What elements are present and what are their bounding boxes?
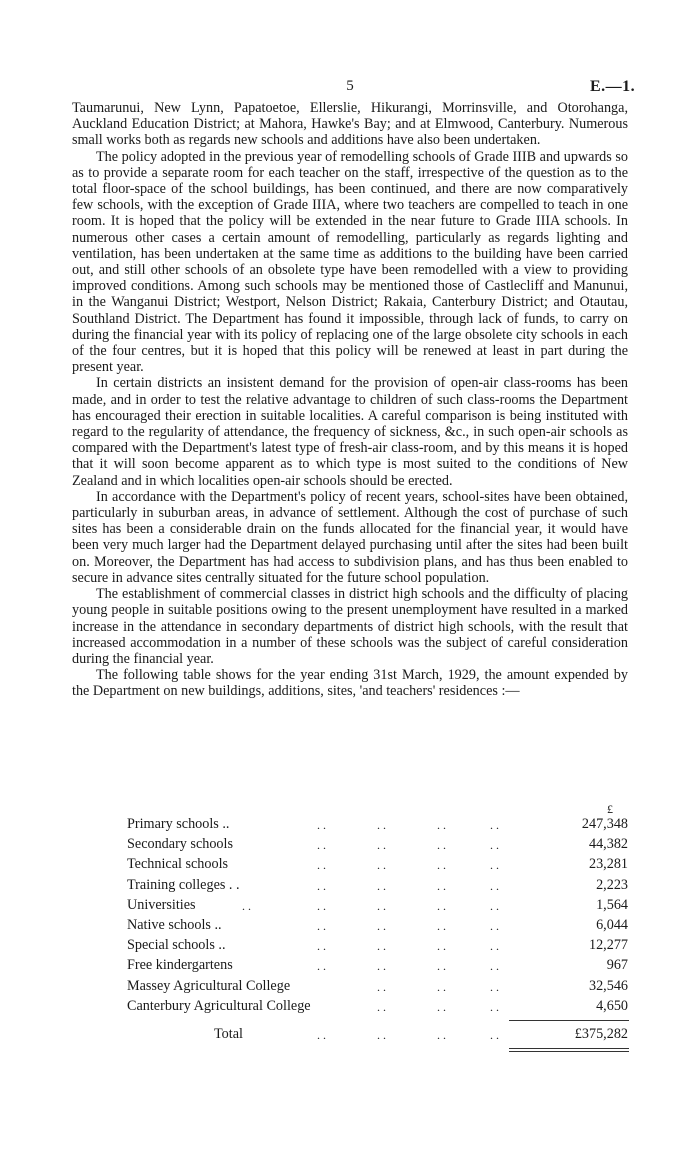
leader-dots: . . — [437, 858, 446, 873]
row-label: Native schools .. — [127, 917, 222, 933]
row-label: Technical schools — [127, 856, 229, 873]
leader-dots: . . — [437, 1028, 446, 1042]
paragraph-continued: Taumarunui, New Lynn, Papatoetoe, Ellerslie, Hikurangi, Morrinsville, and Otorohanga, Auckland Education District; at Mahora, Hawke's Bay; and at Elmwood, Canterbury. Numerous small works both as regards new schools and additions have also been undertaken. — [72, 100, 628, 149]
leader-dots: . . — [437, 818, 446, 832]
leader-dots: . . — [317, 919, 326, 933]
row-label: Primary schools .. — [127, 816, 230, 832]
leader-dots: . . — [317, 838, 326, 853]
row-label: Free kindergartens — [127, 957, 233, 974]
row-amount: 12,277 — [588, 937, 628, 954]
leader-dots: . . — [317, 878, 326, 893]
paragraph-open-air-classrooms: In certain districts an insistent demand for the provision of open-air class-rooms has been made, and in order to test the relative advantage to children of such class-rooms the Department has encouraged their erection in suitable localities. A careful comparison is being instituted with regard to the regularity of attendance, the frequency of sickness, &c., in such open-air schools as compared with the Department's latest type of fresh-air class-room, and by this means it is hoped that it will soon become apparent as to which type is most suited to the conditions of New Zealand and in which localities open-air schools should be erected. — [72, 375, 628, 489]
row-amount: 2,223 — [596, 876, 628, 893]
page-number: 5 — [346, 78, 354, 94]
total-rule-top — [509, 1020, 629, 1021]
row-amount: 6,044 — [596, 917, 628, 933]
document-reference: E.—1. — [590, 78, 636, 95]
leader-dots: . . — [377, 878, 386, 893]
row-amount: 4,650 — [596, 997, 628, 1014]
leader-dots: . . — [490, 979, 499, 994]
row-amount: 1,564 — [596, 896, 628, 913]
leader-dots: . . — [377, 818, 386, 832]
leader-dots: . . — [490, 1028, 499, 1042]
currency-header: £ — [607, 802, 613, 816]
leader-dots: . . — [437, 979, 446, 994]
total-amount: £375,282 — [574, 1026, 628, 1042]
leader-dots: . . — [437, 919, 446, 933]
leader-dots: . . — [377, 979, 386, 994]
leader-dots: . . — [490, 919, 499, 933]
row-amount: 23,281 — [588, 856, 628, 873]
table-row — [72, 856, 628, 876]
leader-dots: . . — [377, 858, 386, 873]
leader-dots: . . — [317, 898, 326, 913]
row-amount: 44,382 — [588, 836, 628, 853]
table-row — [72, 917, 628, 937]
leader-dots: . . — [437, 878, 446, 893]
table-row — [72, 978, 628, 998]
leader-dots: . . — [437, 838, 446, 853]
table-row — [72, 836, 628, 856]
leader-dots: . . — [437, 939, 446, 954]
leader-dots: . . — [490, 858, 499, 873]
table-row — [72, 937, 628, 957]
leader-dots: . . — [242, 898, 251, 913]
leader-dots: . . — [490, 878, 499, 893]
paragraph-table-intro: The following table shows for the year ending 31st March, 1929, the amount expended by the Department on new buildings, additions, sites, 'and teachers' residences :— — [72, 667, 628, 700]
table-row — [72, 877, 628, 897]
row-amount: 32,546 — [588, 977, 628, 994]
table-row — [72, 998, 628, 1018]
leader-dots: . . — [317, 959, 326, 974]
table-row — [72, 897, 628, 917]
leader-dots: . . — [377, 919, 386, 933]
leader-dots: . . — [377, 838, 386, 853]
leader-dots: . . — [490, 999, 499, 1014]
total-rule-bottom — [509, 1048, 629, 1049]
total-rule-bottom-double — [509, 1051, 629, 1052]
paragraph-commercial-classes: The establishment of commercial classes in district high schools and the difficulty of placing young people in suitable positions owing to the present unemployment have resulted in a marked increase in the attendance in secondary departments of district high schools, with the result that increased accommodation in a number of these schools was the subject of careful consideration during the financial year. — [72, 586, 628, 667]
row-label: Canterbury Agricultural College — [127, 997, 311, 1014]
leader-dots: . . — [377, 939, 386, 954]
leader-dots: . . — [377, 898, 386, 913]
body-text — [72, 100, 628, 700]
row-label: Secondary schools — [127, 836, 233, 853]
leader-dots: . . — [490, 818, 499, 832]
paragraph-remodelling-policy: The policy adopted in the previous year of remodelling schools of Grade IIIB and upwards so as to provide a separate room for each teacher on the staff, irrespective of the question as to the total floor-space of the school buildings, has been continued, and there are now comparatively few schools, with the exception of Grade IIIA, where two teachers are compelled to teach in one room. It is hoped that the policy will be extended in the near future to Grade IIIA schools. In numerous other cases a certain amount of remodelling, particularly as regards lighting and ventilation, has been undertaken at the same time as additions to the building have been carried out, and still other schools of an obsolete type have been remodelled with a view to providing improved conditions. Among such schools may be mentioned those of Castlecliff and Manunui, in the Wanganui District; Westport, Nelson District; Rakaia, Canterbury District; and Otautau, Southland District. The Department has found it impossible, through lack of funds, to carry on during the financial year with its policy of replacing one of the large obsolete city schools in each of the four centres, but it is hoped that this policy will be renewed at least in part during the present year. — [72, 148, 628, 376]
leader-dots: . . — [317, 939, 326, 954]
leader-dots: . . — [437, 959, 446, 974]
total-label: Total — [214, 1026, 243, 1042]
leader-dots: . . — [490, 939, 499, 954]
leader-dots: . . — [437, 898, 446, 913]
table-total-row — [72, 1026, 628, 1046]
row-amount: 967 — [606, 957, 628, 974]
paragraph-school-sites: In accordance with the Department's policy of recent years, school-sites have been obtained, particularly in suburban areas, in advance of settlement. Although the cost of purchase of such sites has been a considerable drain on the funds allocated for the financial year, it would have been very much larger had the Department delayed purchasing until after the sites had been built on. Moreover, the Department has had access to subdivision plans, and has thus been enabled to secure in advance sites centrally situated for the future school population. — [72, 488, 628, 586]
row-amount: 247,348 — [581, 816, 628, 832]
leader-dots: . . — [490, 898, 499, 913]
leader-dots: . . — [377, 959, 386, 974]
leader-dots: . . — [317, 1028, 326, 1042]
leader-dots: . . — [317, 858, 326, 873]
leader-dots: . . — [490, 959, 499, 974]
leader-dots: . . — [437, 999, 446, 1014]
row-label: Massey Agricultural College — [127, 977, 291, 994]
leader-dots: . . — [377, 1028, 386, 1042]
table-row — [72, 957, 628, 977]
row-label: Universities — [127, 896, 196, 913]
table-row — [72, 816, 628, 836]
row-label: Training colleges . . — [127, 876, 240, 893]
leader-dots: . . — [317, 818, 326, 832]
leader-dots: . . — [377, 999, 386, 1014]
row-label: Special schools .. — [127, 937, 226, 954]
leader-dots: . . — [490, 838, 499, 853]
